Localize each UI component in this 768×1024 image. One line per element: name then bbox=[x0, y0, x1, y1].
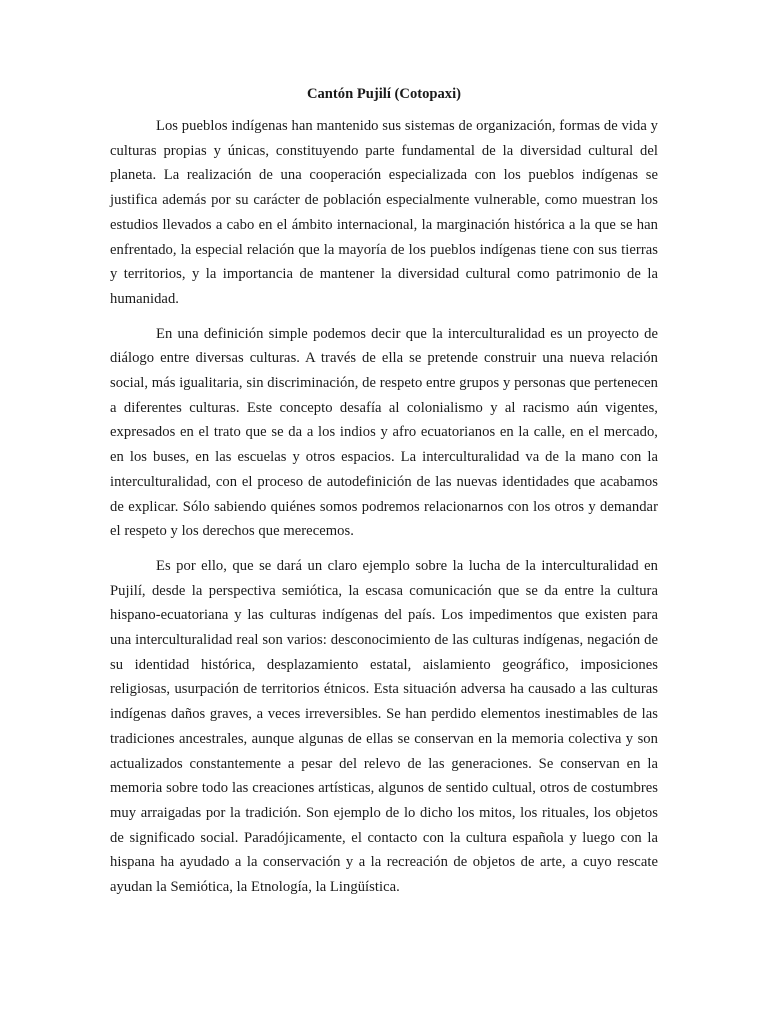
document-page bbox=[110, 84, 658, 910]
paragraph-1: Los pueblos indígenas han mantenido sus sistemas de organización, formas de vida y culturas propias y únicas, constituyendo parte fundamental de la diversidad cultural del planeta. La realización de una cooperación especializada con los pueblos indígenas se justifica además por su carácter de población especialmente vulnerable, como muestran los estudios llevados a cabo en el ámbito internacional, la marginación histórica a la que se han enfrentado, la especial relación que la mayoría de los pueblos indígenas tiene con sus tierras y territorios, y la importancia de mantener la diversidad cultural como patrimonio de la humanidad. bbox=[110, 118, 658, 307]
paragraph-2: En una definición simple podemos decir que la interculturalidad es un proyecto de diálogo entre diversas culturas. A través de ella se pretende construir una nueva relación social, más igualitaria, sin discriminación, de respeto entre grupos y personas que pertenecen a diferentes culturas. Este concepto desafía al colonialismo y al racismo aún vigentes, expresados en el trato que se da a los indios y afro ecuatorianos en la calle, en el mercado, en los buses, en las escuelas y otros espacios. La interculturalidad va de la mano con la interculturalidad, con el proceso de autodefinición de las nuevas identidades que acabamos de explicar. Sólo sabiendo quiénes somos podremos relacionarnos con los otros y demandar el respeto y los derechos que merecemos. bbox=[110, 325, 658, 540]
paragraph-3: Es por ello, que se dará un claro ejemplo sobre la lucha de la interculturalidad en Pujilí, desde la perspectiva semiótica, la escasa comunicación que se da entre la cultura hispano-ecuatoriana y las culturas indígenas del país. Los impedimentos que existen para una interculturalidad real son varios: desconocimiento de las culturas indígenas, negación de su identidad histórica, desplazamiento estatal, aislamiento geográfico, imposiciones religiosas, usurpación de territorios étnicos. Esta situación adversa ha causado a las culturas indígenas daños graves, a veces irreversibles. Se han perdido elementos inestimables de las tradiciones ancestrales, aunque algunas de ellas se conservan en la memoria colectiva y son actualizados constantemente a pesar del relevo de las generaciones. Se conservan en la memoria sobre todo las creaciones artísticas, algunos de sentido cultual, otros de costumbres muy arraigadas por la tradición. Son ejemplo de lo dicho los mitos, los rituales, los objetos de significado social. Paradójicamente, el contacto con la cultura española y luego con la hispana ha ayudado a la conservación y a la recreación de objetos de arte, a cuyo rescate ayudan la Semiótica, la Etnología, la Lingüística. bbox=[110, 557, 658, 896]
document-title: Cantón Pujilí (Cotopaxi) bbox=[306, 86, 462, 102]
